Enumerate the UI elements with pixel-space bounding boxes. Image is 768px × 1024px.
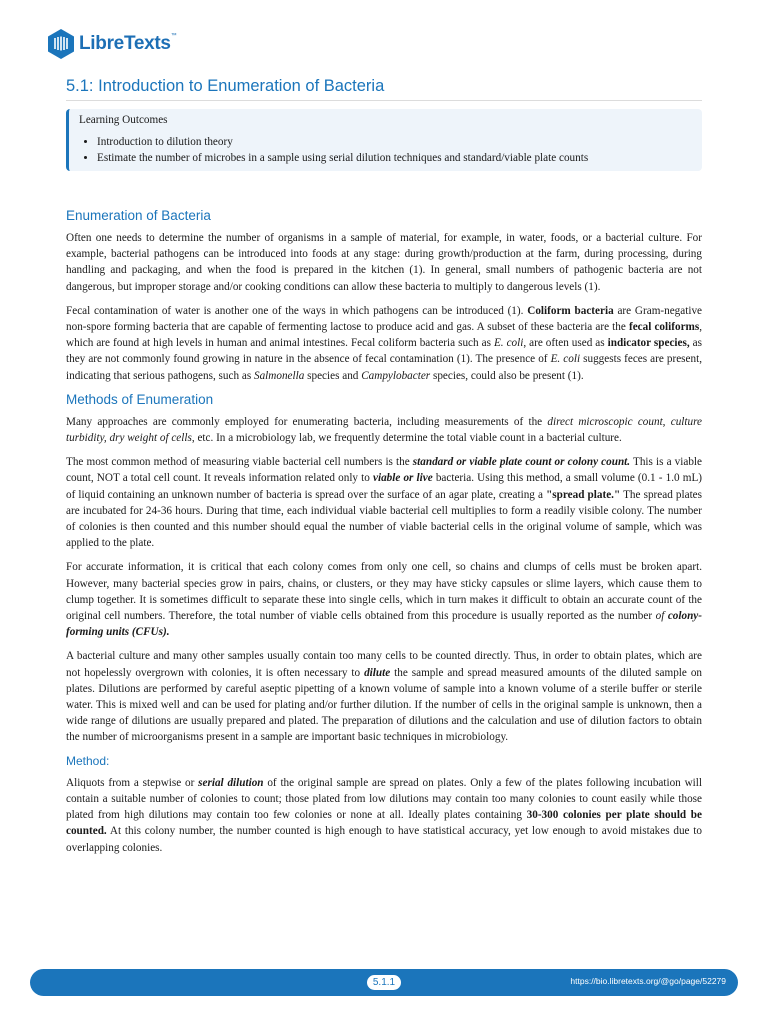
paragraph: The most common method of measuring viable bacterial cell numbers is the standard or viable plate count or colony count. This is a viable count, NOT a total cell count. It reveals information related only to viable or live bacteria. Using this method, a small volume (0.1 - 1.0 mL) of liquid containing an unknown number of bacteria is spread over the surface of an agar plate, creating a "spread plate." The spread plates are incubated for 24-36 hours. During that time, each individual viable bacterial cell multiplies to form a readily visible colony. The number of colonies is then counted and this number should equal the number of viable bacterial cells in the original volume of sample, which was applied to the plate.	[66, 456, 703, 550]
paragraph: Often one needs to determine the number of organisms in a sample of material, for example, in water, foods, or a bacterial culture. For example, bacterial pathogens can be introduced into foods at any stage: during growth/production at the farm, during processing, during handling and packaging, and when the food is prepared in the kitchen (1). In general, small numbers of pathogenic bacteria are not dangerous, but improper storage and/or cooking conditions can allow these bacteria to multiply to dangerous levels (1).	[66, 232, 702, 293]
learning-outcomes-title: Learning Outcomes	[79, 114, 168, 126]
section-heading-method: Method:	[66, 753, 110, 768]
logo-text: LibreTexts™	[79, 33, 177, 54]
libretexts-logo[interactable]	[46, 26, 176, 62]
main-content	[66, 208, 702, 864]
paragraph: For accurate information, it is critical that each colony comes from only one cell, so chains and clumps of cells must be broken apart. However, many bacterial species grow in pairs, chains, or clusters, or they may have sticky capsules or slime layers, which cause them to clump together. It is sometimes difficult to separate these into single cells, which in turn makes it difficult to obtain an accurate count of the original cell numbers. Therefore, the total number of viable cells obtained from this procedure is usually reported as the number of colony-forming units (CFUs).	[66, 561, 702, 639]
page-url-link[interactable]: https://bio.libretexts.org/@go/page/52279	[570, 976, 726, 986]
page-title: 5.1: Introduction to Enumeration of Bacteria	[66, 77, 702, 101]
libretexts-mark-icon	[46, 28, 76, 60]
page-number-badge: 5.1.1	[367, 975, 401, 990]
learning-outcomes-list	[79, 134, 694, 166]
learning-outcomes-box	[66, 109, 702, 171]
page-footer	[30, 969, 738, 996]
list-item: • Introduction to dilution theory	[97, 134, 694, 150]
section-heading-enumeration: Enumeration of Bacteria	[66, 208, 211, 223]
paragraph: A bacterial culture and many other samples usually contain too many cells to be counted directly. Thus, in order to obtain plates, which are not hopelessly overgrown with colonies, it is often necessary to dilute the sample and spread measured amounts of the diluted sample on plates. Dilutions are performed by careful aseptic pipetting of a known volume of sample into a known volume of a sterile buffer or sterile water. This is mixed well and can be used for plating and/or further dilution. If the number of cells in the original sample is unknown, then a wide range of dilutions are usually prepared and plated. The preparation of dilutions and the calculation and use of dilution factors to obtain the number of microorganisms present in a sample are important basic techniques in microbiology.	[66, 650, 703, 744]
section-heading-methods: Methods of Enumeration	[66, 391, 214, 407]
paragraph: Aliquots from a stepwise or serial dilution of the original sample are spread on plates. Only a few of the plates following incubation will contain a suitable number of colonies to count; those plated from low dilutions may contain too many colonies to count easily while those plated from high dilutions may contain too few colonies or none at all. Ideally plates containing 30-300 colonies per plate should be counted. At this colony number, the number counted is high enough to have statistical accuracy, yet low enough to avoid mistakes due to overlapping colonies.	[66, 776, 702, 854]
paragraph: Fecal contamination of water is another one of the ways in which pathogens can be introduced (1). Coliform bacteria are Gram-negative non-spore forming bacteria that are capable of fermenting lactose to produce acid and gas. A subset of these bacteria are the fecal coliforms, which are found at high levels in human and animal intestines. Fecal coliform bacteria such as E. coli, are often used as indicator species, as they are not commonly found growing in nature in the absence of fecal contamination (1). The presence of E. coli suggests feces are present, indicating that serious pathogens, such as Salmonella species and Campylobacter species, could also be present (1).	[66, 304, 703, 382]
list-item: • Estimate the number of microbes in a sample using serial dilution techniques and standard/viable plate counts	[97, 150, 694, 166]
paragraph: Many approaches are commonly employed for enumerating bacteria, including measurements of the direct microscopic count, culture turbidity, dry weight of cells, etc. In a microbiology lab, we frequently determine the total viable count in a bacterial culture.	[66, 415, 702, 445]
